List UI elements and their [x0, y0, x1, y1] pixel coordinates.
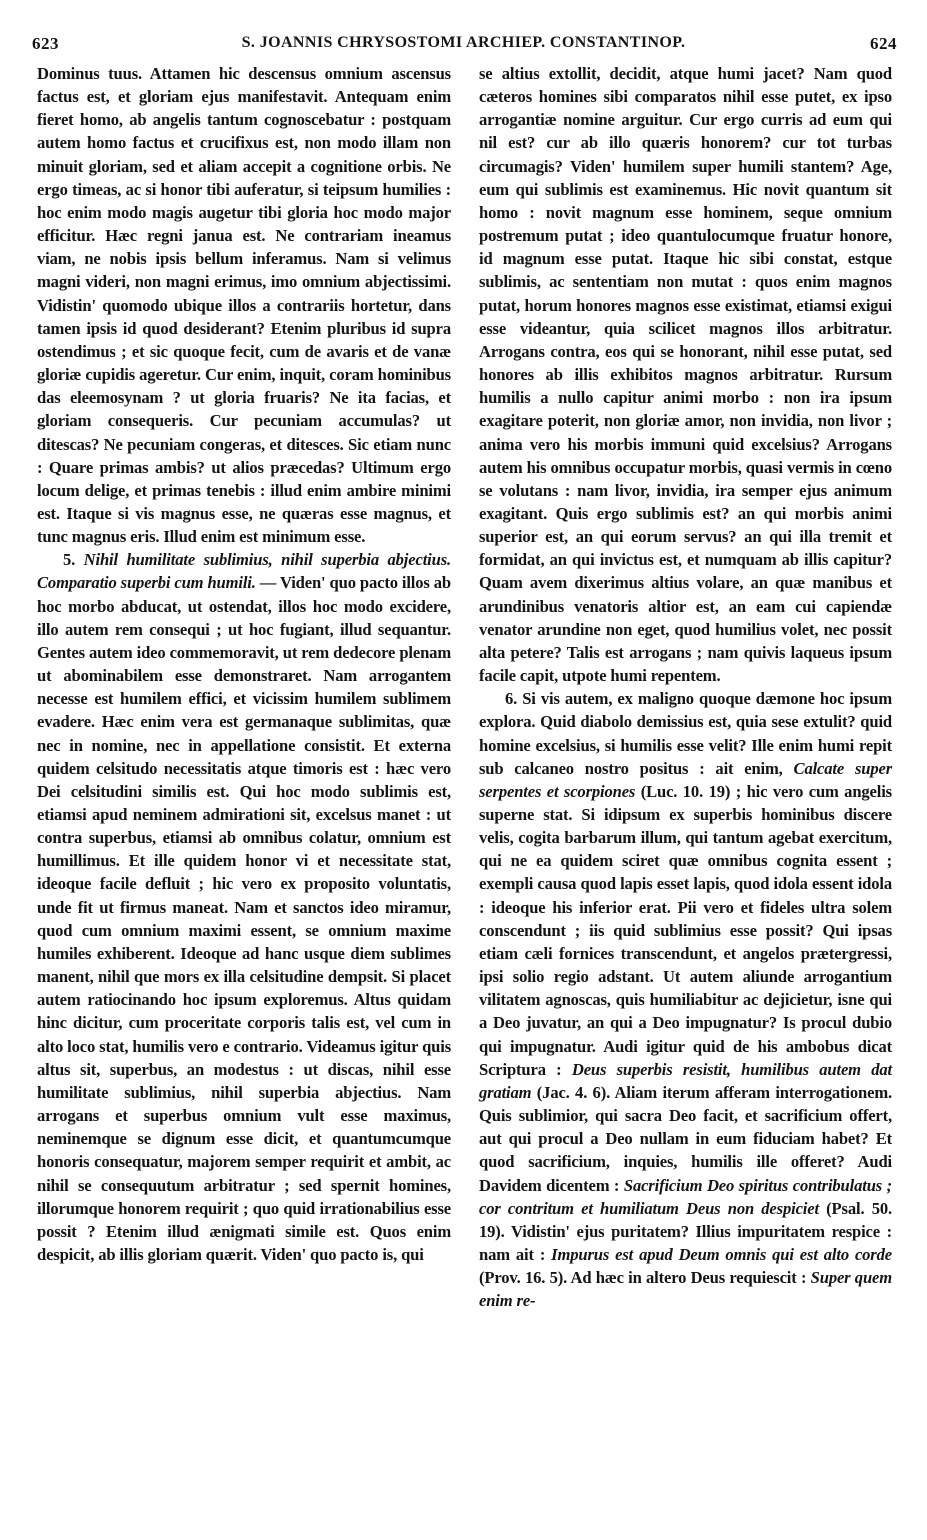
- scripture-quote: Super quem enim re-: [479, 1268, 892, 1311]
- paragraph-continued: Dominus tuus. Attamen hic descensus omnium ascensus factus est, et gloriam ejus manifestavit. Antequam enim fieret homo, ab angelis tantum cognoscebatur : postquam autem homo factus et crucifixus est, non modo illam non minuit gloriam, sed et aliam accepit a cognitione orbis. Ne ergo timeas, ac si honor tibi auferatur, si teipsum humilies : hoc enim modo magis augetur tibi gloria hoc modo major efficitur. Hæc regni janua est. Ne contrariam ineamus viam, ne nobis ipsis bellum inferamus. Nam si velimus magni videri, non magni erimus, imo omnium abjectissimi. Vidistin' quomodo ubique illos a contrariis hortetur, dans tamen ipsis id quod desiderant? Etenim pluribus id supra ostendimus ; et sic quoque fecit, cum de avaris et de vanæ gloriæ cupidis ageretur. Cur enim, inquit, coram hominibus das eleemosynam ? ut gloria fruaris? Ne ita facias, et gloriam consequeris. Cur pecuniam accumulas? ut ditescas? Ne pecuniam congeras, et ditesces. Sic etiam nunc : Quare primas ambis? ut alios præcedas? Ultimum ergo locum delige, et primas tenebis : illud enim ambire minimi est. Itaque si vis magnus esse, ne quæras esse magnus, et tunc magnus eris. Illud enim est minimum esse.: [37, 64, 451, 547]
- em-dash: —: [255, 573, 280, 593]
- page-number-right: 624: [870, 34, 897, 53]
- section-6-text-b: (Luc. 10. 19) ; hic vero cum angelis superne stat. Si idipsum ex superbis hominibus discere velis, cogita barbarum illum, qui tantum agebat exercitum, qui ne ea quidem sciret quæ omnibus cognita essent ; exempli causa quod lapis esset lapis, quod idola essent idola : ideoque his inferior erat. Pii vero et fideles ultra solem conscendunt ; iis quid sublimius esse possit? Qui ipsas etiam cæli fornices transcendunt, et angelos prætergressi, ipsi solio regio adstant. Ut autem aliunde arrogantium vilitatem agnoscas, quis humiliabitur ac dejicietur, isne qui a Deo juvatur, an qui a Deo impugnatur? Is procul dubio qui impugnatur. Audi igitur quid de his ambobus dicat Scriptura :: [479, 781, 892, 1079]
- running-title: S. JOANNIS CHRYSOSTOMI ARCHIEP. CONSTANTINOP.: [241, 34, 686, 51]
- paragraph-section-5: [37, 548, 451, 1266]
- section-6-text-e: (Prov. 16. 5). Ad hæc in altero Deus requiescit :: [479, 1268, 811, 1288]
- paragraph-section-6: [479, 687, 892, 1312]
- right-column: [479, 62, 892, 1312]
- left-column: [37, 62, 451, 1266]
- scripture-quote: Deus superbis resistit, humilibus autem dat gratiam: [479, 1059, 892, 1102]
- scripture-quote: Sacrificium Deo spiritus contribulatus ; cor contritum et humiliatum Deus non despiciet: [479, 1175, 893, 1218]
- section-body: Viden' quo pacto illos ab hoc morbo abducat, ut ostendat, illos hoc modo excidere, illo autem rem consequi ; ut hoc fugiant, illud sequantur. Gentes autem ideo commemoravit, ut rem dedecore plenam ut abominabilem esse demonstraret. Nam arrogantem necesse est humilem effici, et vicissim humilem sublimem evadere. Hæc enim vera est germanaque sublimitas, quæ nec in nomine, nec in appellatione consistit. Et externa quidem celsitudo necessitatis atque timoris est : hæc vero Dei celsitudini similis est. Qui hoc modo sublimis est, etiamsi apud neminem admirationi sit, excelsus manet : ut contra superbus, etiamsi ab omnibus colatur, omnium est humillimus. Et ille quidem honor vi et necessitate stat, ideoque facile defluit ; hic vero ex proposito voluntatis, unde fit ut firmus maneat. Nam et sanctos ideo miramur, quod cum omnium maximi essent, se omnium maxime humiles exhiberent. Ideoque ad hanc usque diem sublimes manent, nihil que mors ex illa celsitudine dempsit. Si placet autem ratiocinando hoc ipsum exploremus. Altus quidam hinc dicitur, cum proceritate corporis talis est, vel cum in alto loco stat, humilis vero e contrario. Videamus igitur quis altus sit, superbus, an modestus : ut discas, nihil esse humilitate sublimius, nihil superbia abjectius. Nam arrogans et superbus omnium vult esse maximus, neminemque se dignum esse dicit, et quantumcumque honoris consequatur, majorem semper requirit et ambit, ac nihil se consequutum arbitratur ; sed spernit homines, illorumque honorem requirit ; quo quid irrationabilius esse possit ? Etenim illud ænigmati simile est. Quos enim despicit, ab illis gloriam quærit. Viden' quo pacto is, qui: [37, 573, 451, 1264]
- scripture-quote: Impurus est apud Deum omnis qui est alto corde: [551, 1244, 892, 1264]
- page-number-left: 623: [32, 34, 59, 53]
- scripture-quote: Calcate super serpentes et scorpiones: [479, 758, 892, 801]
- paragraph-continued-right: se altius extollit, decidit, atque humi jacet? Nam quod cæteros homines sibi comparatos nihil esse putet, ex ipso arrogantiæ nomine arguitur. Cur ergo curris ad eum qui nil est? cur ab illo quæris honorem? cur tot turbas circumagis? Viden' humilem super humili stantem? Age, eum qui sublimis est examinemus. Hic novit quantum sit homo : novit magnum esse hominem, seque omnium postremum putat ; ideo quantulocumque fruatur honore, id magnum esse putat. Itaque hic sibi constat, estque sublimis, ac sententiam non mutat : quos enim magnos putat, horum honores magnos esse existimat, etiamsi exigui esse videantur, quia scilicet magnos illos arbitratur. Arrogans contra, eos qui se honorant, nihil esse putat, sed honores ab illis exhibitos magnos arbitratur. Rursum humilis a nullo capitur animi morbo : non ira ipsum exagitare poterit, non gloriæ amor, non invidia, non livor ; anima vero his morbis immuni quid excelsius? Arrogans autem his omnibus occupatur morbis, quasi vermis in cœno se volutans : nam livor, invidia, ira semper ejus animum exagitant. Quis ergo sublimis est? an qui morbis animi superior est, an qui eorum servus? an qui illa tremit et formidat, an qui invictus est, et numquam ab illis capitur? Quam avem dixerimus altius volare, an quæ manibus et arundinibus venatoris altior est, an eam cui capiendæ venator arundine non eget, quod humilius volet, nec possit alta petere? Talis est arrogans ; nam quivis laqueus ipsum facile capit, utpote humi repentem.: [479, 64, 892, 686]
- section-heading: Nihil humilitate sublimius, nihil superbia abjectius. Comparatio superbi cum humili.: [37, 550, 451, 593]
- section-number: 5.: [63, 550, 76, 570]
- section-6-text-a: 6. Si vis autem, ex maligno quoque dæmone hoc ipsum explora. Quid diabolo demissius est, quia sese extulit? quid homine excelsius, si humilis esse velit? Ille enim humi repit sub calcaneo nostro positus : ait enim,: [479, 689, 892, 778]
- section-6-text-d: (Psal. 50. 19). Vidistin' ejus puritatem? Illius impuritatem respice : nam ait :: [479, 1198, 892, 1264]
- section-6-text-c: (Jac. 4. 6). Aliam iterum afferam interrogationem. Quis sublimior, qui sacra Deo facit, et sacrificium offert, aut qui procul a Deo nullam in eum fiduciam habet? Et quod sacrificium, inquies, humilis ille offeret? Audi Davidem dicentem :: [479, 1082, 892, 1195]
- page-header: [30, 34, 897, 60]
